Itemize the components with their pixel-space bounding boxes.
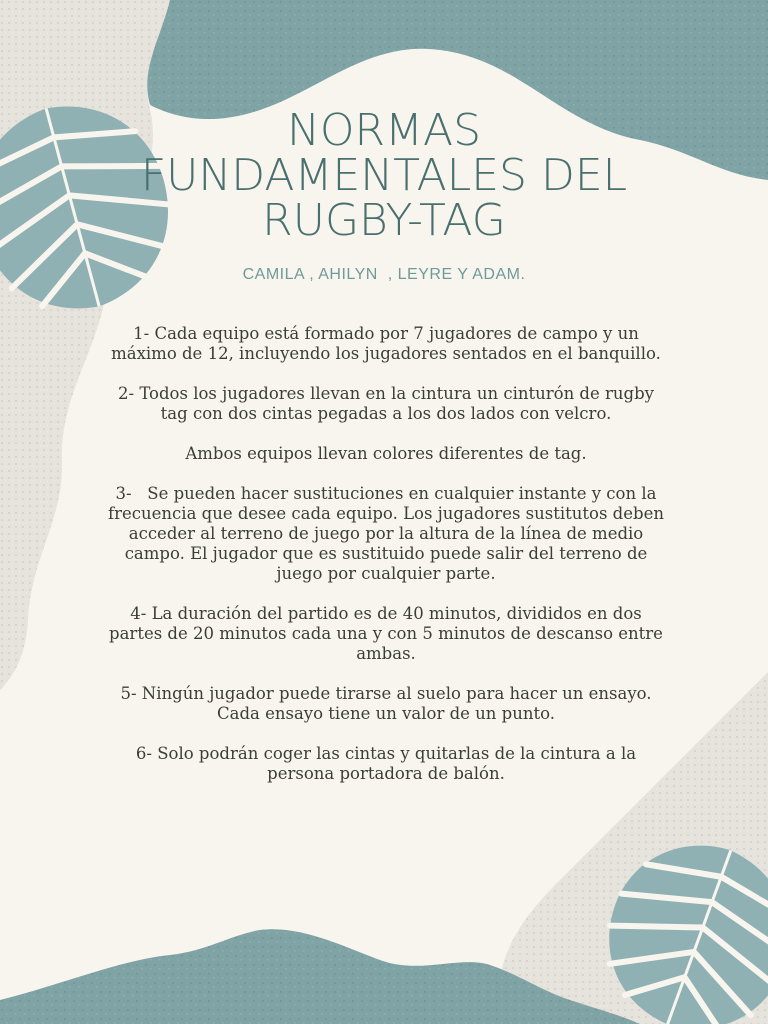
rule-paragraph: 1- Cada equipo está formado por 7 jugadores de campo y un máximo de 12, incluyendo los jugadores sentados en el banquillo. (111, 324, 661, 363)
rules-list (104, 324, 668, 804)
title-line: NORMAS (286, 105, 482, 156)
authors-line: CAMILA , AHILYN , LEYRE Y ADAM. (242, 266, 526, 283)
title-line: FUNDAMENTALES DEL (140, 150, 628, 201)
rule-paragraph: Ambos equipos llevan colores diferentes de tag. (185, 444, 587, 463)
rule-paragraph: 2- Todos los jugadores llevan en la cintura un cinturón de rugby tag con dos cintas pegadas a los dos lados con velcro. (118, 384, 660, 423)
rule-paragraph: 6- Solo podrán coger las cintas y quitarlas de la cintura a la persona portadora de balón. (135, 744, 642, 783)
title-line: RUGBY-TAG (262, 195, 506, 246)
rule-paragraph: 4- La duración del partido es de 40 minutos, divididos en dos partes de 20 minutos cada una y con 5 minutos de descanso entre ambas. (109, 604, 669, 663)
rule-paragraph: 3- Se pueden hacer sustituciones en cualquier instante y con la frecuencia que desee cada equipo. Los jugadores sustitutos deben acceder al terreno de juego por la altura de la línea de medio campo. El jugador que es sustituido puede salir del terreno de juego por cualquier parte. (108, 484, 670, 583)
rule-paragraph: 5- Ningún jugador puede tirarse al suelo para hacer un ensayo. Cada ensayo tiene un valor de un punto. (120, 684, 657, 723)
page-title (0, 105, 768, 246)
